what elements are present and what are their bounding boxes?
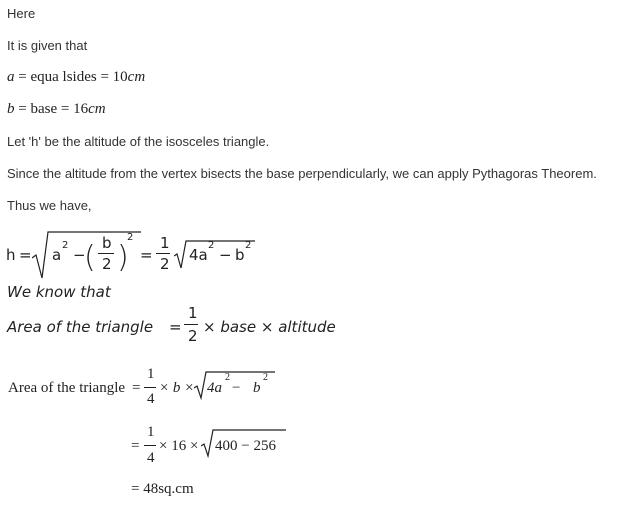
unit-cm-b: cm (88, 101, 106, 117)
area-def-den: 2 (188, 327, 198, 345)
unit-cm-a: cm (127, 69, 146, 85)
var-b: b (7, 101, 15, 117)
area-def-bar (184, 324, 198, 325)
text-know: We know that (7, 283, 111, 301)
h-two: 2 (102, 255, 112, 273)
step2-eq: = (131, 438, 140, 454)
area-r-4a: 4a (207, 380, 222, 396)
area-formula-num: 1 (147, 366, 155, 382)
area-step-2 (131, 424, 301, 470)
h-a: a (52, 246, 62, 264)
h-a-exp: 2 (62, 240, 69, 251)
text-here: Here (7, 6, 36, 21)
text-let-h: Let 'h' be the altitude of the isosceles triangle. (7, 134, 270, 149)
area-definition (7, 304, 347, 348)
given-b (7, 101, 106, 118)
step2-num: 1 (147, 424, 155, 440)
area-formula-eq: = (132, 380, 141, 396)
area-r-b-exp: 2 (263, 372, 268, 383)
h-var: h (6, 246, 16, 264)
r-b: b (235, 246, 245, 264)
area-r-minus: − (232, 380, 241, 396)
left-paren-icon: ( (84, 240, 96, 275)
half-num: 1 (160, 234, 170, 252)
step2-times16: × 16 × (159, 438, 199, 454)
h-b: b (102, 234, 112, 252)
area-def-num: 1 (188, 304, 198, 322)
half-den: 2 (160, 255, 170, 273)
given-a-text: = equa lsides = 10 (14, 69, 128, 85)
area-def-eq: = (169, 318, 182, 336)
text-given: It is given that (7, 38, 88, 53)
area-formula-times-b: × b × (159, 380, 195, 396)
area-formula-lhs: Area of the triangle (8, 380, 126, 396)
area-formula-bar (144, 387, 156, 388)
area-r-b: b (253, 380, 261, 396)
h-minus: − (73, 246, 86, 264)
area-def-lhs: Area of the triangle (7, 318, 154, 336)
area-r-4a-exp: 2 (225, 372, 230, 383)
var-a: a (7, 69, 15, 85)
right-paren-icon: ) (117, 240, 129, 275)
area-def-rhs: × base × altitude (203, 318, 336, 336)
r-4a-exp: 2 (208, 240, 215, 251)
formula-h (6, 226, 266, 282)
step2-den: 4 (147, 450, 155, 466)
text-thus: Thus we have, (7, 198, 92, 213)
h-eq2: = (140, 246, 153, 264)
given-b-text: = base = 16 (14, 101, 89, 117)
given-a (7, 69, 145, 86)
area-formula (8, 366, 308, 412)
half-bar (156, 253, 170, 254)
step2-radicand: 400 − 256 (215, 438, 276, 454)
result: = 48sq.cm (131, 481, 194, 497)
r-minus: − (219, 246, 232, 264)
frac-bar (98, 253, 114, 254)
r-4a: 4a (189, 246, 208, 264)
r-b-exp: 2 (245, 240, 252, 251)
step2-bar (144, 445, 156, 446)
area-formula-den: 4 (147, 391, 155, 407)
h-eq: = (19, 246, 32, 264)
text-since: Since the altitude from the vertex bisects the base perpendicularly, we can apply Pythagoras Theorem. (7, 166, 597, 181)
paren-exp: 2 (127, 232, 134, 243)
